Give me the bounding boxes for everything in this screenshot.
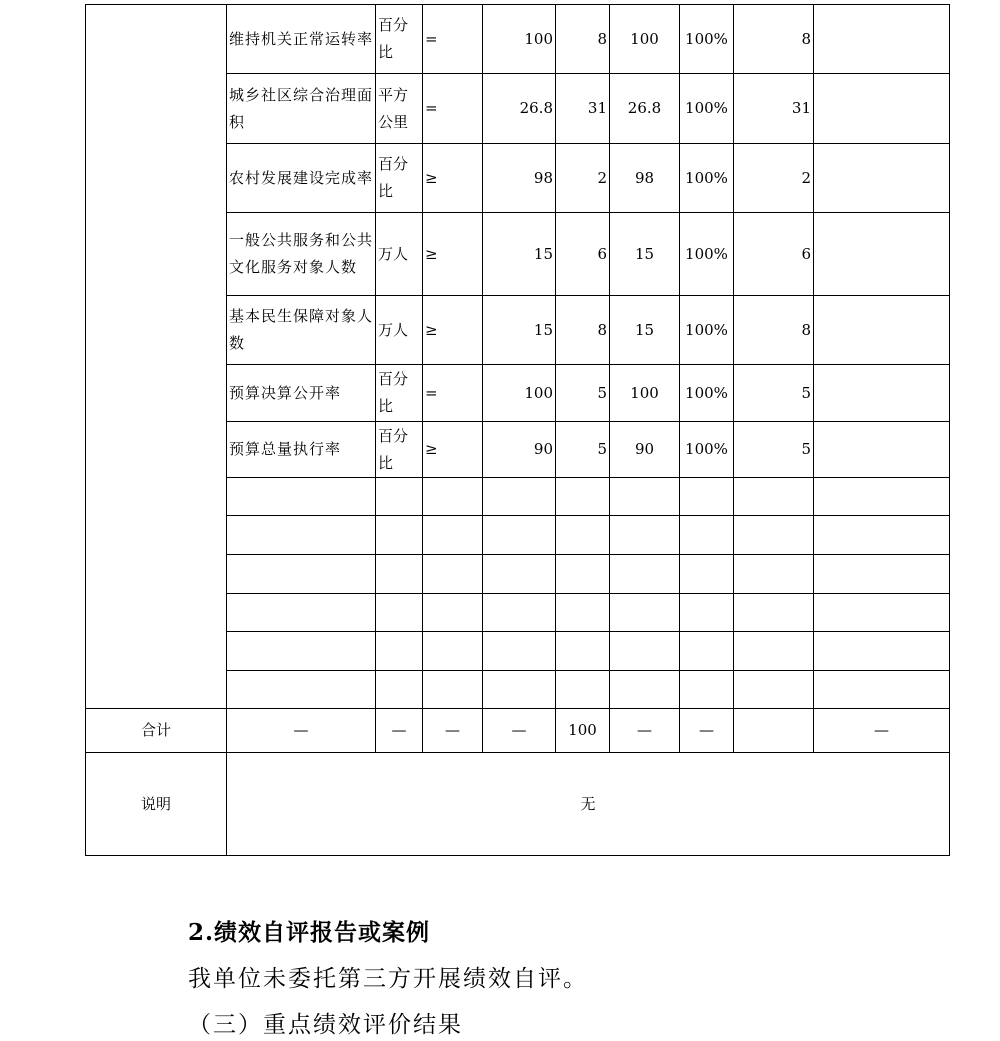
indicator-note [814,5,950,74]
indicator-note [814,144,950,213]
indicator-name: 基本民生保障对象人数 [227,296,376,365]
indicator-target: 26.8 [483,74,556,144]
indicator-unit: 百分比 [376,5,423,74]
total-weight: 100 [556,709,610,753]
indicator-unit: 万人 [376,296,423,365]
indicator-score: 6 [734,213,814,296]
indicator-target: 15 [483,213,556,296]
indicator-operator: = [423,5,483,74]
indicator-operator: = [423,365,483,422]
indicator-weight: 8 [556,5,610,74]
indicator-rate: 100% [680,296,734,365]
indicator-note [814,365,950,422]
section-heading: 2.绩效自评报告或案例 [188,919,431,946]
indicator-actual: 100 [610,5,680,74]
body-paragraph: 我单位未委托第三方开展绩效自评。 [188,966,588,992]
indicator-actual: 98 [610,144,680,213]
total-dash: — [610,709,680,753]
total-label: 合计 [86,709,227,753]
indicator-score: 2 [734,144,814,213]
indicator-note [814,74,950,144]
indicator-rate: 100% [680,5,734,74]
indicator-score: 5 [734,365,814,422]
indicator-operator: ≥ [423,213,483,296]
indicator-rate: 100% [680,74,734,144]
indicator-score: 8 [734,296,814,365]
indicator-name: 城乡社区综合治理面积 [227,74,376,144]
total-dash: — [376,709,423,753]
indicator-unit: 百分比 [376,365,423,422]
indicator-rate: 100% [680,422,734,478]
total-row [86,709,950,753]
indicator-actual: 100 [610,365,680,422]
indicator-operator: ≥ [423,296,483,365]
indicator-name: 农村发展建设完成率 [227,144,376,213]
indicator-note [814,296,950,365]
indicator-name: 一般公共服务和公共文化服务对象人数 [227,213,376,296]
indicator-operator: ≥ [423,422,483,478]
total-dash: — [814,709,950,753]
total-dash: — [227,709,376,753]
indicator-score: 5 [734,422,814,478]
indicator-weight: 6 [556,213,610,296]
indicator-name: 预算总量执行率 [227,422,376,478]
indicator-target: 100 [483,365,556,422]
indicator-target: 98 [483,144,556,213]
indicator-unit: 平方公里 [376,74,423,144]
indicator-score: 8 [734,5,814,74]
indicator-weight: 5 [556,365,610,422]
indicator-actual: 26.8 [610,74,680,144]
table-row [86,5,950,74]
performance-table [85,4,950,856]
indicator-weight: 8 [556,296,610,365]
indicator-actual: 15 [610,296,680,365]
indicator-target: 90 [483,422,556,478]
indicator-group-cell [86,5,227,709]
indicator-weight: 5 [556,422,610,478]
indicator-actual: 15 [610,213,680,296]
indicator-operator: = [423,74,483,144]
indicator-unit: 百分比 [376,422,423,478]
indicator-rate: 100% [680,213,734,296]
indicator-target: 15 [483,296,556,365]
total-score [734,709,814,753]
total-dash: — [680,709,734,753]
remark-row [86,753,950,856]
total-dash: — [423,709,483,753]
total-dash: — [483,709,556,753]
indicator-rate: 100% [680,144,734,213]
indicator-weight: 2 [556,144,610,213]
remark-value: 无 [227,753,950,856]
indicator-score: 31 [734,74,814,144]
indicator-rate: 100% [680,365,734,422]
indicator-name: 预算决算公开率 [227,365,376,422]
indicator-actual: 90 [610,422,680,478]
indicator-weight: 31 [556,74,610,144]
indicator-target: 100 [483,5,556,74]
indicator-name: 维持机关正常运转率 [227,5,376,74]
indicator-note [814,422,950,478]
indicator-unit: 百分比 [376,144,423,213]
remark-label: 说明 [86,753,227,856]
subsection-heading: （三）重点绩效评价结果 [188,1012,463,1038]
indicator-note [814,213,950,296]
indicator-operator: ≥ [423,144,483,213]
indicator-unit: 万人 [376,213,423,296]
